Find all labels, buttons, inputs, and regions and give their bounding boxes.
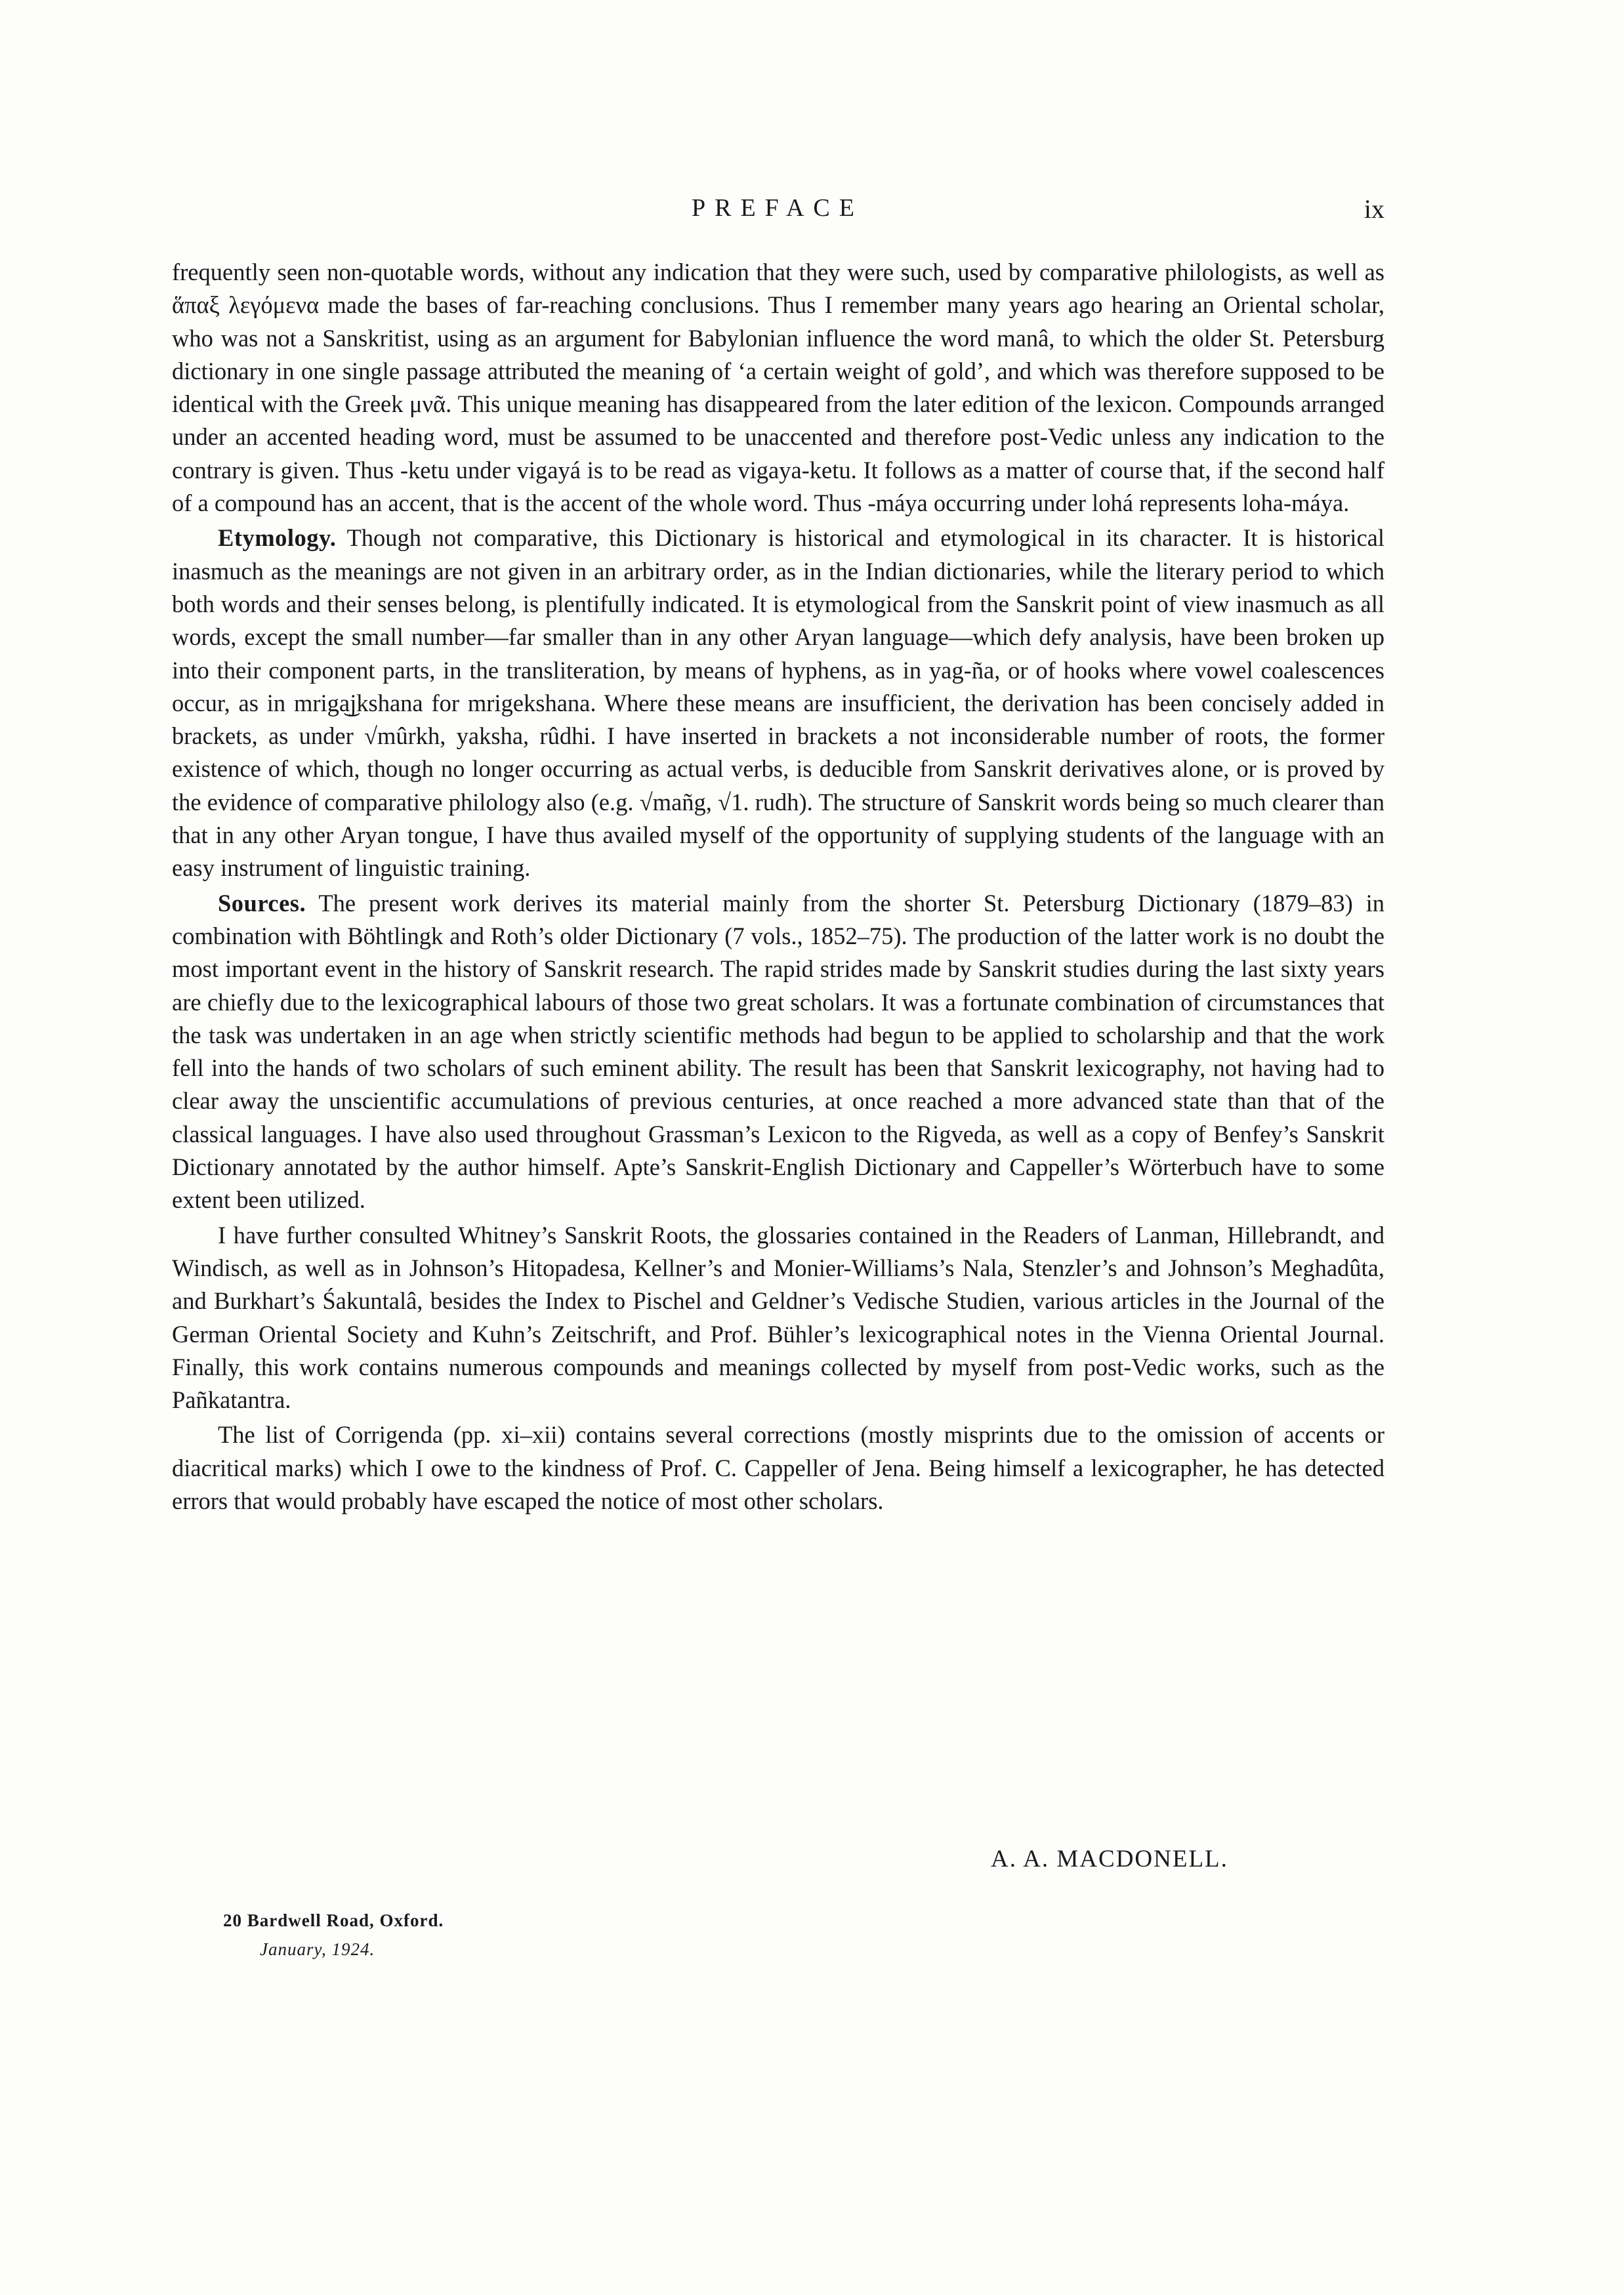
author-signature: A. A. MACDONELL. [991, 1846, 1228, 1872]
section-heading-sources: Sources. [218, 889, 306, 917]
section-heading-etymology: Etymology. [218, 524, 337, 552]
paragraph-continuation [172, 256, 1385, 520]
paragraph-further-sources [172, 1219, 1385, 1417]
paragraph-text: Though not comparative, this Dictionary is historical and etymological in its character. It is historical inasmuch as the meanings are not given in an arbitrary order, as in the Indian dictionaries, while the literary period to which both words and their senses belong, is plentifully indicated. It is etymological from the Sanskrit point of view inasmuch as all words, except the small number—far smaller than in any other Aryan language—which defy analysis, have been broken up into their component parts, in the transliteration, by means of hyphens, as in yag-ña, or of hooks where vowel coalescences occur, as in mriga͜jkshana for mrigekshana. Where these means are insufficient, the derivation has been concisely added in brackets, as under √mûrkh, yaksha, rûdhi. I have inserted in brackets a not inconsiderable number of roots, the former existence of which, though no longer occurring as actual verbs, is deducible from Sanskrit derivatives alone, or is proved by the evidence of comparative philology also (e.g. √mañg, √1. rudh). The structure of Sanskrit words being so much clearer than that in any other Aryan tongue, I have thus availed myself of the opportunity of supplying students of the language with an easy instrument of linguistic training. [172, 524, 1385, 882]
paragraph-text: The present work derives its material mainly from the shorter St. Petersburg Dictionary (1879–83) in combination with Böhtlingk and Roth’s older Dictionary (7 vols., 1852–75). The production of the latter work is no doubt the most important event in the history of Sanskrit research. The rapid strides made by Sanskrit studies during the last sixty years are chiefly due to the lexicographical labours of those two great scholars. It was a fortunate combination of circumstances that the task was undertaken in an age when strictly scientific methods had begun to be applied to scholarship and that the work fell into the hands of two scholars of such eminent ability. The result has been that Sanskrit lexicography, not having had to clear away the unscientific accumulations of previous centuries, at once reached a more advanced state than that of the classical languages. I have also used throughout Grassman’s Lexicon to the Rigveda, as well as a copy of Benfey’s Sanskrit Dictionary annotated by the author himself. Apte’s Sanskrit-English Dictionary and Cappeller’s Wörterbuch have to some extent been utilized. [172, 889, 1385, 1214]
page-number: ix [1364, 194, 1385, 224]
body-text [172, 256, 1385, 1520]
address-date: January, 1924. [260, 1939, 375, 1959]
paragraph-etymology [172, 522, 1385, 884]
paragraph-text: I have further consulted Whitney’s Sanskrit Roots, the glossaries contained in the Readers of Lanman, Hillebrandt, and Windisch, as well as in Johnson’s Hitopadesa, Kellner’s and Monier-Williams’s Nala, Stenzler’s and Johnson’s Meghadûta, and Burkhart’s Śakuntalâ, besides the Index to Pischel and Geldner’s Vedische Studien, various articles in the Journal of the German Oriental Society and Kuhn’s Zeitschrift, and Prof. Bühler’s lexicographical notes in the Vienna Oriental Journal. Finally, this work contains numerous compounds and meanings collected by myself from post-Vedic works, such as the Pañkatantra. [172, 1221, 1385, 1414]
page-title: PREFACE [691, 194, 864, 222]
paragraph-corrigenda [172, 1418, 1385, 1518]
address-line: 20 Bardwell Road, Oxford. [223, 1911, 444, 1930]
paragraph-text: The list of Corrigenda (pp. xi–xii) contains several corrections (mostly misprints due to the omission of accents or diacritical marks) which I owe to the kindness of Prof. C. Cappeller of Jena. Being himself a lexicographer, he has detected errors that would probably have escaped the notice of most other scholars. [172, 1421, 1385, 1514]
paragraph-sources [172, 887, 1385, 1217]
running-head [171, 194, 1385, 233]
author-address [223, 1906, 444, 1964]
paragraph-text: frequently seen non-quotable words, without any indication that they were such, used by comparative philologists, as well as ἅπαξ λεγόμενα made the bases of far-reaching conclusions. Thus I remember many years ago hearing an Oriental scholar, who was not a Sanskritist, using as an argument for Babylonian influence the word manâ, to which the older St. Petersburg dictionary in one single passage attributed the meaning of ‘a certain weight of gold’, and which was therefore supposed to be identical with the Greek μνᾶ. This unique meaning has disappeared from the later edition of the lexicon. Compounds arranged under an accented heading word, must be assumed to be unaccented and therefore post-Vedic unless any indication to the contrary is given. Thus -ketu under vigayá is to be read as vigaya-ketu. It follows as a matter of course that, if the second half of a compound has an accent, that is the accent of the whole word. Thus -máya occurring under lohá represents loha-máya. [172, 258, 1385, 517]
